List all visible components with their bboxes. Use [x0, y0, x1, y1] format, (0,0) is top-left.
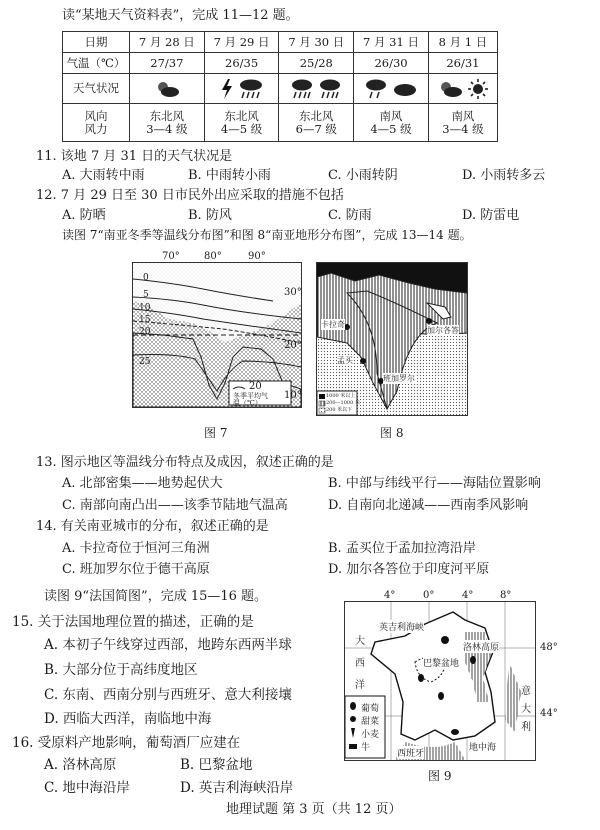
- cloud-icon: [392, 80, 418, 98]
- city-kolkata: 加尔各答: [427, 326, 459, 335]
- table-cell: 26/31: [428, 53, 497, 74]
- legend-label: 200 米以下: [326, 407, 353, 413]
- wind-dir-label: 风向: [84, 108, 108, 123]
- wind-dir: 南风: [451, 108, 475, 123]
- table-cell: 7 月 28 日: [130, 32, 205, 53]
- city-karachi: 卡拉奇: [321, 320, 345, 329]
- row-label-wind: [63, 104, 130, 142]
- q13-option-a[interactable]: A. 北部密集——地势起伏大: [62, 476, 223, 491]
- wind-force: 6—7 级: [295, 121, 337, 136]
- q11-option-b[interactable]: B. 中雨转小雨: [188, 168, 271, 183]
- wind-dir: 东北风: [149, 108, 185, 123]
- wind-cell: [130, 104, 205, 142]
- weather-cell: [204, 74, 279, 104]
- figure-9-caption: 图 9: [428, 769, 452, 783]
- wind-force-label: 风力: [84, 121, 108, 136]
- q15-option-d[interactable]: D. 西临大西洋，南临地中海: [44, 711, 212, 727]
- contour-label: 15: [139, 315, 151, 325]
- q13-stem: 13. 图示地区等温线分布特点及成因，叙述正确的是: [36, 455, 334, 470]
- lat-label: 30°: [284, 287, 302, 298]
- figure-7-caption: 图 7: [204, 426, 228, 440]
- figure-9-map: [344, 601, 536, 761]
- table-cell: 26/30: [354, 53, 429, 74]
- label-spain: 西班牙: [397, 746, 424, 759]
- wind-dir: 南风: [379, 108, 403, 123]
- contour-label: 0: [143, 273, 149, 283]
- table-cell: 27/37: [130, 53, 205, 74]
- rain-cloud-icon: [318, 78, 342, 100]
- table-cell: 7 月 30 日: [279, 32, 354, 53]
- legend-beet: 甜菜: [361, 717, 380, 727]
- q12-option-b[interactable]: B. 防风: [188, 208, 232, 223]
- table-cell: 7 月 31 日: [354, 32, 429, 53]
- figure-8-map: [316, 262, 468, 416]
- city-mumbai: 孟买: [337, 356, 353, 365]
- intro-q13: 读图 7“南亚冬季等温线分布图”和图 8“南亚地形分布图”，完成 13—14 题。: [62, 228, 472, 242]
- intro-q11: 读“某地天气资料表”，完成 11—12 题。: [62, 8, 299, 23]
- q14-option-d[interactable]: D. 加尔各答位于印度河平原: [328, 562, 490, 577]
- contour-label: 20: [139, 327, 151, 337]
- contour-label: 10: [139, 303, 151, 313]
- legend-label: 1000 米以上: [326, 393, 356, 399]
- table-cell: 7 月 29 日: [204, 32, 279, 53]
- figure-8-caption: 图 8: [380, 426, 404, 440]
- weather-table: [62, 31, 498, 142]
- label-paris: 巴黎盆地: [423, 656, 459, 669]
- wind-force: 3—4 级: [146, 121, 188, 136]
- lon-label: 70°: [162, 251, 180, 262]
- wind-cell: [428, 104, 497, 142]
- lon-label: 8°: [500, 590, 512, 601]
- lon-label: 90°: [248, 251, 266, 262]
- q11-option-a[interactable]: A. 大雨转中雨: [62, 168, 145, 183]
- legend-grape: 葡萄: [361, 704, 380, 714]
- sun-cloud-icon: [153, 79, 181, 99]
- rain-cloud-icon: [364, 78, 388, 100]
- legend-text: 冬季平均气: [233, 392, 268, 400]
- label-med: 地中海: [469, 740, 496, 753]
- legend-label: 200—1000 米: [326, 400, 360, 406]
- lon-label: 0°: [423, 590, 435, 601]
- label-atlantic: 西: [355, 658, 365, 669]
- q16-option-d[interactable]: D. 英吉利海峡沿岸: [180, 780, 294, 796]
- q12-option-d[interactable]: D. 防雷电: [462, 208, 520, 223]
- wind-dir: 东北风: [224, 108, 259, 123]
- wind-force: 3—4 级: [442, 121, 484, 136]
- contour-label: 5: [143, 290, 149, 300]
- sun-icon: [467, 78, 489, 100]
- city-bangalore: 班加罗尔: [383, 374, 415, 383]
- label-channel: 英吉利海峡: [379, 620, 424, 633]
- page-footer: 地理试题 第 3 页（共 12 页）: [226, 802, 402, 817]
- rain-cloud-icon: [290, 78, 314, 100]
- q11-option-c[interactable]: C. 小雨转阴: [328, 168, 398, 183]
- weather-cell: [428, 74, 497, 104]
- q14-stem: 14. 有关南亚城市的分布，叙述正确的是: [36, 519, 269, 534]
- wind-cell: [204, 104, 279, 142]
- legend-value: 20: [249, 381, 262, 392]
- label-atlantic: 大: [355, 636, 365, 647]
- lat-label: 20°: [284, 340, 302, 351]
- q16-option-b[interactable]: B. 巴黎盆地: [180, 757, 253, 773]
- lightning-icon: [219, 78, 235, 100]
- row-label-date: 日期: [63, 32, 130, 53]
- q13-option-d[interactable]: D. 自南向北递减——西南季风影响: [328, 498, 529, 513]
- label-atlantic: 洋: [355, 680, 365, 691]
- label-italy: 利: [521, 722, 531, 733]
- q13-option-c[interactable]: C. 南部向南凸出——该季节陆地气温高: [62, 498, 288, 513]
- table-cell: 25/28: [279, 53, 354, 74]
- lon-label: 80°: [204, 251, 222, 262]
- legend-text: 温（℃）: [233, 399, 262, 407]
- row-label-weather: 天气状况: [63, 74, 130, 104]
- legend-wheat: 小麦: [361, 730, 380, 740]
- q13-option-b[interactable]: B. 中部与纬线平行——海陆位置影响: [328, 476, 541, 491]
- rain-cloud-icon: [238, 78, 264, 100]
- weather-cell: [130, 74, 205, 104]
- sun-cloud-icon: [437, 79, 463, 99]
- q15-option-c[interactable]: C. 东南、西南分别与西班牙、意大利接壤: [44, 687, 292, 703]
- q14-option-a[interactable]: A. 卡拉奇位于恒河三角洲: [62, 541, 210, 556]
- legend-cattle: 牛: [361, 743, 371, 753]
- label-italy: 大: [521, 704, 531, 715]
- q16-option-c[interactable]: C. 地中海沿岸: [44, 780, 130, 796]
- q12-stem: 12. 7 月 29 日至 30 日市民外出应采取的措施不包括: [36, 188, 344, 203]
- row-label-temp: 气温（℃）: [63, 53, 130, 74]
- contour-label: 25: [139, 357, 151, 367]
- isotherm-map: [133, 263, 301, 407]
- table-cell: 26/35: [204, 53, 279, 74]
- q16-option-a[interactable]: A. 洛林高原: [44, 757, 117, 773]
- weather-cell: [279, 74, 354, 104]
- q15-option-a[interactable]: A. 本初子午线穿过西部，地跨东西两半球: [44, 637, 292, 653]
- q12-option-c[interactable]: C. 防雨: [328, 208, 372, 223]
- label-lorraine: 洛林高原: [463, 640, 499, 653]
- wind-dir: 东北风: [299, 108, 334, 123]
- wind-force: 4—5 级: [370, 121, 412, 136]
- intro-q15: 读图 9“法国简图”，完成 15—16 题。: [44, 589, 268, 604]
- label-italy: 意: [521, 686, 531, 697]
- wind-cell: [279, 104, 354, 142]
- q16-stem: 16. 受原料产地影响，葡萄酒厂应建在: [12, 735, 241, 751]
- figure-7-map: [132, 262, 302, 408]
- q14-option-c[interactable]: C. 班加罗尔位于德干高原: [62, 562, 210, 577]
- q11-option-d[interactable]: D. 小雨转多云: [462, 168, 546, 183]
- q15-stem: 15. 关于法国地理位置的描述，正确的是: [12, 614, 254, 630]
- wind-cell: [354, 104, 429, 142]
- lon-label: 4°: [462, 590, 474, 601]
- lat-label: 10°: [284, 390, 302, 401]
- q14-option-b[interactable]: B. 孟买位于孟加拉湾沿岸: [328, 541, 476, 556]
- q11-stem: 11. 该地 7 月 31 日的天气状况是: [36, 149, 233, 164]
- lon-label: 4°: [384, 590, 396, 601]
- lat-label: 48°: [540, 642, 558, 653]
- weather-cell: [354, 74, 429, 104]
- q12-option-a[interactable]: A. 防晒: [62, 208, 106, 223]
- q15-option-b[interactable]: B. 大部分位于高纬度地区: [44, 662, 198, 678]
- lat-label: 44°: [540, 708, 558, 719]
- wind-force: 4—5 级: [220, 121, 263, 136]
- table-cell: 8 月 1 日: [428, 32, 497, 53]
